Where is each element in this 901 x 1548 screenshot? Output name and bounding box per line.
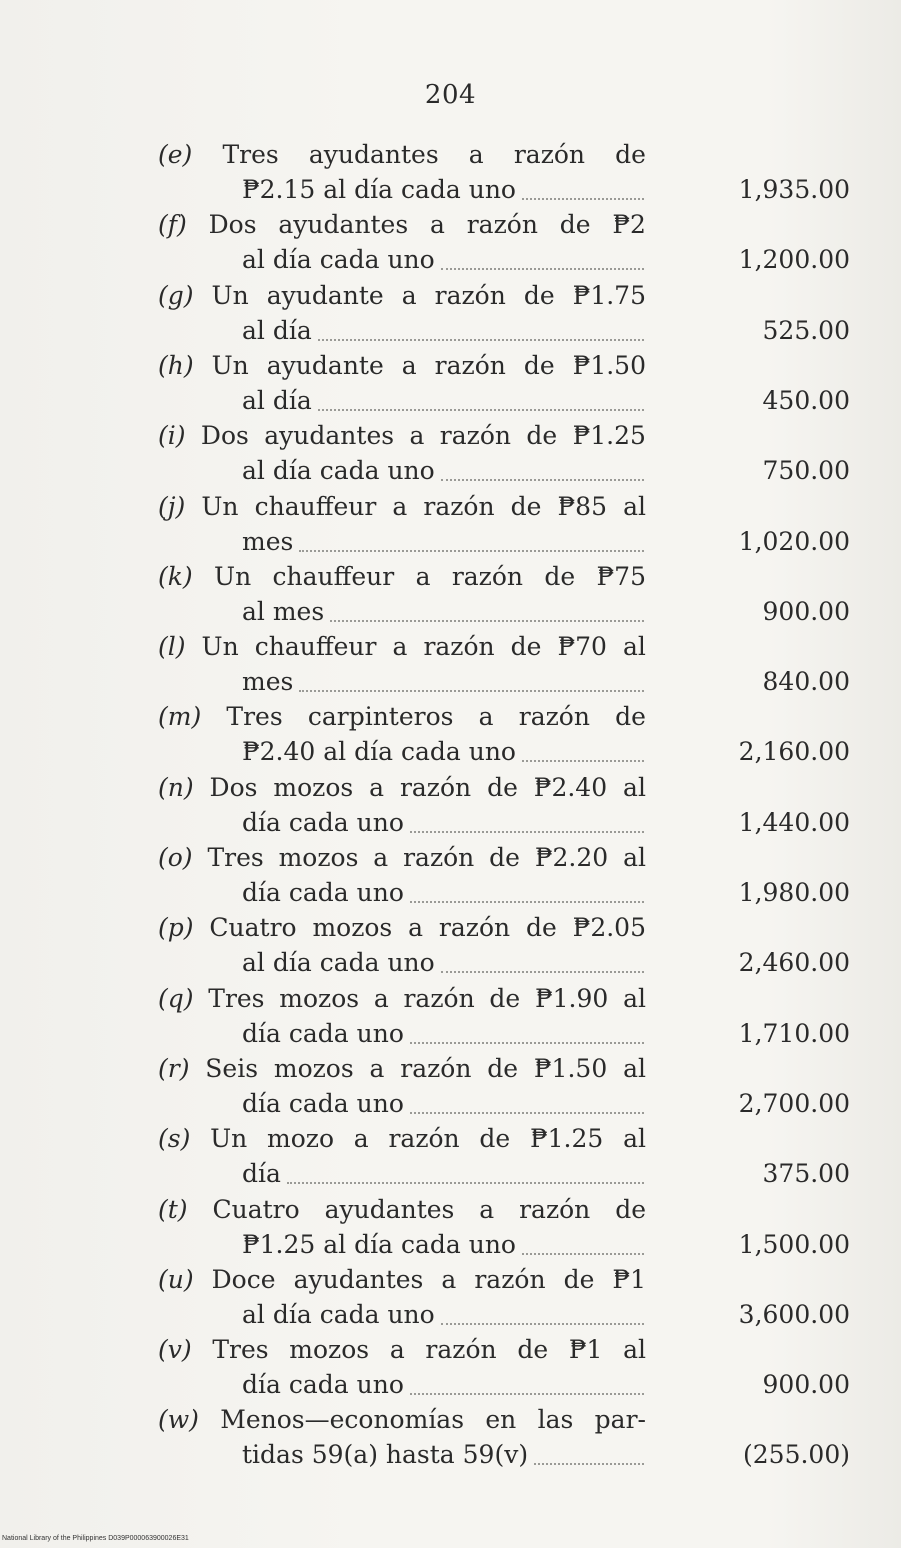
entry-label: (k)	[158, 561, 193, 591]
entry-word: a	[430, 210, 445, 240]
entry-amount: 3,600.00	[738, 1299, 850, 1329]
leader-dots	[522, 742, 644, 762]
entry-continuation: mes	[242, 526, 294, 556]
budget-entry	[150, 1265, 850, 1335]
entry-description-line2	[242, 597, 644, 627]
entry-description-line2	[242, 1089, 644, 1119]
entry-amount: 900.00	[762, 1370, 850, 1400]
budget-entry	[150, 140, 850, 210]
entry-amount: 750.00	[762, 456, 850, 486]
page-number: 204	[424, 80, 477, 110]
budget-entry	[150, 632, 850, 702]
entry-continuation: día cada uno	[242, 1088, 404, 1118]
entry-word: de	[479, 1124, 511, 1154]
entry-word: de	[526, 421, 558, 451]
entry-description-line1	[158, 351, 646, 381]
entry-word: al	[623, 491, 646, 521]
entry-label: (w)	[158, 1405, 199, 1435]
entry-word: Seis	[205, 1053, 259, 1083]
entry-word: ₱2.05	[572, 913, 646, 943]
entry-word: ₱1.75	[572, 280, 646, 310]
entry-description-line1	[158, 773, 646, 803]
entry-word: de	[489, 983, 521, 1013]
entry-word: de	[523, 280, 555, 310]
entry-word: razón	[423, 491, 495, 521]
entry-word: Un	[211, 350, 249, 380]
entry-word: razón	[399, 772, 472, 802]
leader-dots	[299, 672, 644, 692]
entry-description-line1	[158, 1335, 646, 1365]
entry-amount: 1,935.00	[738, 175, 850, 204]
entry-description-line2	[242, 456, 644, 486]
leader-dots	[441, 250, 644, 270]
entry-word: chauffeur	[272, 561, 395, 591]
entry-word: Doce	[211, 1264, 276, 1294]
entry-continuation: ₱1.25 al día cada uno	[242, 1229, 516, 1259]
entry-word: al	[623, 1335, 646, 1365]
leader-dots	[410, 1375, 644, 1395]
entry-word: en	[485, 1405, 517, 1435]
entry-description-line1	[158, 281, 646, 311]
entry-word: a	[409, 421, 425, 451]
entry-description-line2	[242, 527, 644, 557]
entry-word: al	[623, 632, 646, 662]
entry-amount: 1,980.00	[738, 878, 850, 907]
entry-word: a	[478, 702, 494, 732]
budget-entry	[150, 843, 850, 913]
entry-label: (v)	[158, 1335, 192, 1365]
entry-word: razón	[438, 913, 511, 943]
entry-word: Un	[210, 1124, 248, 1154]
entry-label: (p)	[158, 913, 194, 943]
entry-word: a	[373, 843, 389, 872]
entry-word: a	[468, 140, 484, 169]
budget-entry	[150, 421, 850, 491]
entry-word: a	[353, 1124, 369, 1154]
entry-amount: 1,020.00	[738, 526, 850, 556]
entry-word: Cuatro	[212, 1194, 300, 1224]
entry-word: Un	[201, 632, 239, 662]
entry-continuation: día	[242, 1159, 281, 1189]
entry-word: ₱2.20	[534, 843, 609, 872]
entry-label: (j)	[158, 491, 186, 521]
entry-description-line2	[242, 878, 644, 908]
entry-amount: 1,200.00	[738, 245, 850, 275]
entry-word: a	[392, 632, 408, 662]
entry-word: mozos	[312, 913, 393, 943]
entry-description-line2	[242, 948, 644, 978]
entry-description-line1	[158, 702, 646, 732]
entry-word: razón	[423, 632, 495, 662]
entry-word: a	[373, 983, 389, 1013]
leader-dots	[441, 461, 644, 481]
entry-word: a	[389, 1335, 405, 1365]
entry-word: de	[525, 913, 557, 943]
entry-word: Un	[201, 491, 239, 521]
budget-entry	[150, 351, 850, 421]
entry-word: ayudantes	[278, 210, 409, 240]
entry-word: de	[487, 1053, 519, 1083]
budget-entry	[150, 984, 850, 1054]
entry-description-line1	[158, 492, 646, 522]
entry-word: mozos	[273, 1053, 354, 1083]
entry-amount: 1,500.00	[738, 1229, 850, 1259]
entry-word: de	[615, 1194, 646, 1224]
entry-description-line2	[242, 386, 644, 416]
entry-word: al	[623, 1053, 646, 1083]
entry-word: ₱2	[612, 210, 646, 240]
budget-entry	[150, 773, 850, 843]
leader-dots	[410, 813, 644, 833]
entry-description-line1	[158, 421, 646, 451]
budget-entry	[150, 562, 850, 632]
archive-footer: National Library of the Philippines D039P000063900026E31	[2, 1535, 189, 1542]
entry-amount: 900.00	[762, 596, 850, 626]
entry-word: Cuatro	[209, 913, 297, 943]
entry-description-line1	[158, 210, 646, 240]
entry-word: a	[392, 491, 408, 521]
entry-word: ayudante	[266, 350, 384, 380]
entry-word: mozos	[273, 772, 354, 802]
entry-word: de	[563, 1264, 595, 1294]
entry-label: (r)	[158, 1053, 190, 1083]
entry-continuation: ₱2.15 al día cada uno	[242, 175, 516, 204]
entry-amount: 1,440.00	[738, 807, 850, 837]
budget-entry	[150, 913, 850, 983]
entry-word: Un	[214, 561, 252, 591]
entry-word: chauffeur	[254, 632, 377, 662]
entry-description-line1	[158, 843, 646, 873]
entry-word: chauffeur	[254, 491, 377, 521]
entry-label: (m)	[158, 702, 202, 732]
entry-word: ayudantes	[324, 1194, 455, 1224]
leader-dots	[522, 1235, 644, 1255]
entry-word: Dos	[200, 421, 249, 451]
entry-label: (l)	[158, 632, 186, 662]
leader-dots	[330, 602, 644, 622]
entry-word: ₱70	[557, 632, 607, 662]
entry-word: ayudantes	[264, 421, 395, 451]
entry-word: ₱75	[596, 561, 646, 591]
entry-continuation: al día	[242, 385, 312, 415]
entry-word: razón	[388, 1124, 460, 1154]
leader-dots	[318, 321, 644, 341]
entry-continuation: día cada uno	[242, 1370, 404, 1400]
entry-label: (s)	[158, 1124, 191, 1154]
entry-continuation: día cada uno	[242, 878, 404, 907]
entry-description-line2	[242, 737, 644, 767]
budget-entry	[150, 1405, 850, 1475]
budget-entry	[150, 1335, 850, 1405]
entry-description-line2	[242, 1300, 644, 1330]
entry-word: razón	[434, 280, 506, 310]
budget-entry	[150, 1054, 850, 1124]
entry-label: (n)	[158, 772, 194, 802]
budget-entry	[150, 702, 850, 772]
entry-continuation: al día cada uno	[242, 948, 435, 978]
entry-description-line2	[242, 808, 644, 838]
entry-word: al	[623, 1124, 646, 1154]
entry-continuation: día cada uno	[242, 1018, 404, 1048]
entry-label: (i)	[158, 421, 186, 451]
budget-entry	[150, 1124, 850, 1194]
entry-description-line2	[242, 1230, 644, 1260]
entry-description-line2	[242, 667, 644, 697]
entry-word: de	[510, 632, 542, 662]
entry-word: Tres	[207, 843, 264, 872]
entry-word: Un	[211, 280, 249, 310]
entry-word: ₱85	[557, 491, 607, 521]
entry-word: de	[559, 210, 591, 240]
entry-word: razón	[425, 1335, 497, 1365]
entry-word: a	[479, 1194, 495, 1224]
entry-description-line1	[158, 1054, 646, 1084]
budget-entry	[150, 492, 850, 562]
entry-amount: 450.00	[762, 385, 850, 415]
entry-continuation: al día	[242, 315, 312, 345]
entry-continuation: al mes	[242, 596, 325, 626]
entry-continuation: mes	[242, 667, 294, 697]
entry-label: (g)	[158, 280, 194, 310]
leader-dots	[441, 953, 644, 973]
entry-word: razón	[513, 140, 586, 169]
entry-amount: 2,700.00	[738, 1088, 850, 1118]
entry-word: mozo	[267, 1124, 335, 1154]
entry-word: razón	[518, 702, 590, 732]
entry-label: (q)	[158, 983, 194, 1013]
entry-word: de	[615, 702, 646, 732]
entry-word: razón	[439, 421, 511, 451]
entry-continuation: día cada uno	[242, 807, 404, 837]
entry-word: de	[517, 1335, 549, 1365]
entry-continuation: al día cada uno	[242, 456, 435, 486]
entry-word: de	[544, 561, 576, 591]
entry-word: de	[487, 772, 518, 802]
entry-label: (f)	[158, 210, 187, 240]
leader-dots	[410, 1094, 644, 1114]
entry-word: razón	[451, 561, 524, 591]
entry-description-line2	[242, 1019, 644, 1049]
entry-word: Tres	[208, 983, 265, 1013]
entry-amount: 375.00	[762, 1159, 850, 1189]
entry-word: mozos	[278, 843, 359, 872]
entry-label: (h)	[158, 350, 194, 380]
entry-amount: 525.00	[762, 315, 850, 345]
entry-word: de	[615, 140, 646, 169]
entry-word: ₱1	[612, 1264, 646, 1294]
entry-word: a	[401, 280, 417, 310]
leader-dots	[522, 180, 644, 200]
leader-dots	[534, 1445, 644, 1465]
entry-amount: 1,710.00	[738, 1018, 850, 1048]
entry-description-line1	[158, 632, 646, 662]
entry-description-line1	[158, 984, 646, 1014]
entry-word: Tres	[212, 1335, 269, 1365]
leader-dots	[441, 1305, 644, 1325]
entry-word: Dos	[209, 772, 258, 802]
entry-label: (u)	[158, 1264, 194, 1294]
entry-word: ayudantes	[308, 140, 439, 169]
entry-description-line1	[158, 913, 646, 943]
entry-word: ₱1.25	[530, 1124, 604, 1154]
entry-word: Tres	[222, 140, 279, 169]
entry-amount: 840.00	[762, 667, 850, 697]
entry-word: carpinteros	[307, 702, 454, 732]
entry-description-line1	[158, 1405, 646, 1435]
entry-word: Tres	[226, 702, 283, 732]
leader-dots	[287, 1164, 644, 1184]
entry-word: a	[401, 350, 417, 380]
entry-word: ₱1.50	[533, 1053, 608, 1083]
entry-word: razón	[519, 1194, 591, 1224]
entry-amount: (255.00)	[743, 1440, 850, 1470]
leader-dots	[410, 1024, 644, 1044]
entry-amount: 2,160.00	[738, 737, 850, 767]
entry-description-line1	[158, 1195, 646, 1225]
entry-description-line2	[242, 245, 644, 275]
entry-continuation: tidas 59(a) hasta 59(v)	[242, 1440, 529, 1470]
entry-word: razón	[474, 1264, 546, 1294]
entry-word: razón	[434, 350, 506, 380]
entry-word: ayudante	[266, 280, 384, 310]
entry-word: ₱1.90	[534, 983, 609, 1013]
entry-word: razón	[400, 1053, 472, 1083]
entry-label: (e)	[158, 140, 193, 169]
entry-word: razón	[403, 983, 475, 1013]
entry-word: a	[441, 1264, 457, 1294]
entry-word: las	[537, 1405, 574, 1435]
entry-description-line1	[158, 140, 646, 170]
entry-word: al	[623, 772, 646, 802]
leader-dots	[299, 532, 644, 552]
entry-description-line2	[242, 1159, 644, 1189]
entry-continuation: al día cada uno	[242, 1299, 435, 1329]
entry-word: ayudantes	[293, 1264, 424, 1294]
entry-word: ₱1.25	[572, 421, 646, 451]
entry-continuation: al día cada uno	[242, 245, 435, 275]
entry-word: al	[623, 983, 646, 1013]
entry-label: (o)	[158, 843, 193, 872]
entry-word: Menos—economías	[220, 1405, 465, 1435]
entry-word: razón	[403, 843, 475, 872]
entry-description-line1	[158, 1265, 646, 1295]
entry-word: a	[369, 1053, 385, 1083]
budget-entry	[150, 1195, 850, 1265]
entry-word: de	[489, 843, 520, 872]
leader-dots	[410, 883, 644, 903]
entry-description-line2	[242, 1370, 644, 1400]
entry-word: a	[369, 772, 385, 802]
entry-word: de	[510, 491, 542, 521]
entry-word: al	[623, 843, 646, 872]
entry-word: a	[415, 561, 431, 591]
entry-description-line2	[242, 316, 644, 346]
entry-description-line2	[242, 175, 644, 205]
entry-word: mozos	[289, 1335, 370, 1365]
entry-word: razón	[466, 210, 538, 240]
entry-word: ₱1.50	[572, 350, 646, 380]
entry-description-line1	[158, 562, 646, 592]
entry-label: (t)	[158, 1194, 188, 1224]
entry-word: de	[523, 350, 555, 380]
entry-word: ₱1	[568, 1335, 603, 1365]
entry-amount: 2,460.00	[738, 948, 850, 978]
entry-description-line2	[242, 1440, 644, 1470]
leader-dots	[318, 391, 644, 411]
entry-word: a	[408, 913, 424, 943]
entry-word: par-	[594, 1405, 646, 1435]
entry-word: Dos	[208, 210, 257, 240]
budget-entry	[150, 210, 850, 280]
entry-continuation: ₱2.40 al día cada uno	[242, 737, 516, 767]
entry-word: ₱2.40	[533, 772, 608, 802]
entry-word: mozos	[279, 983, 360, 1013]
entry-description-line1	[158, 1124, 646, 1154]
budget-entry	[150, 281, 850, 351]
